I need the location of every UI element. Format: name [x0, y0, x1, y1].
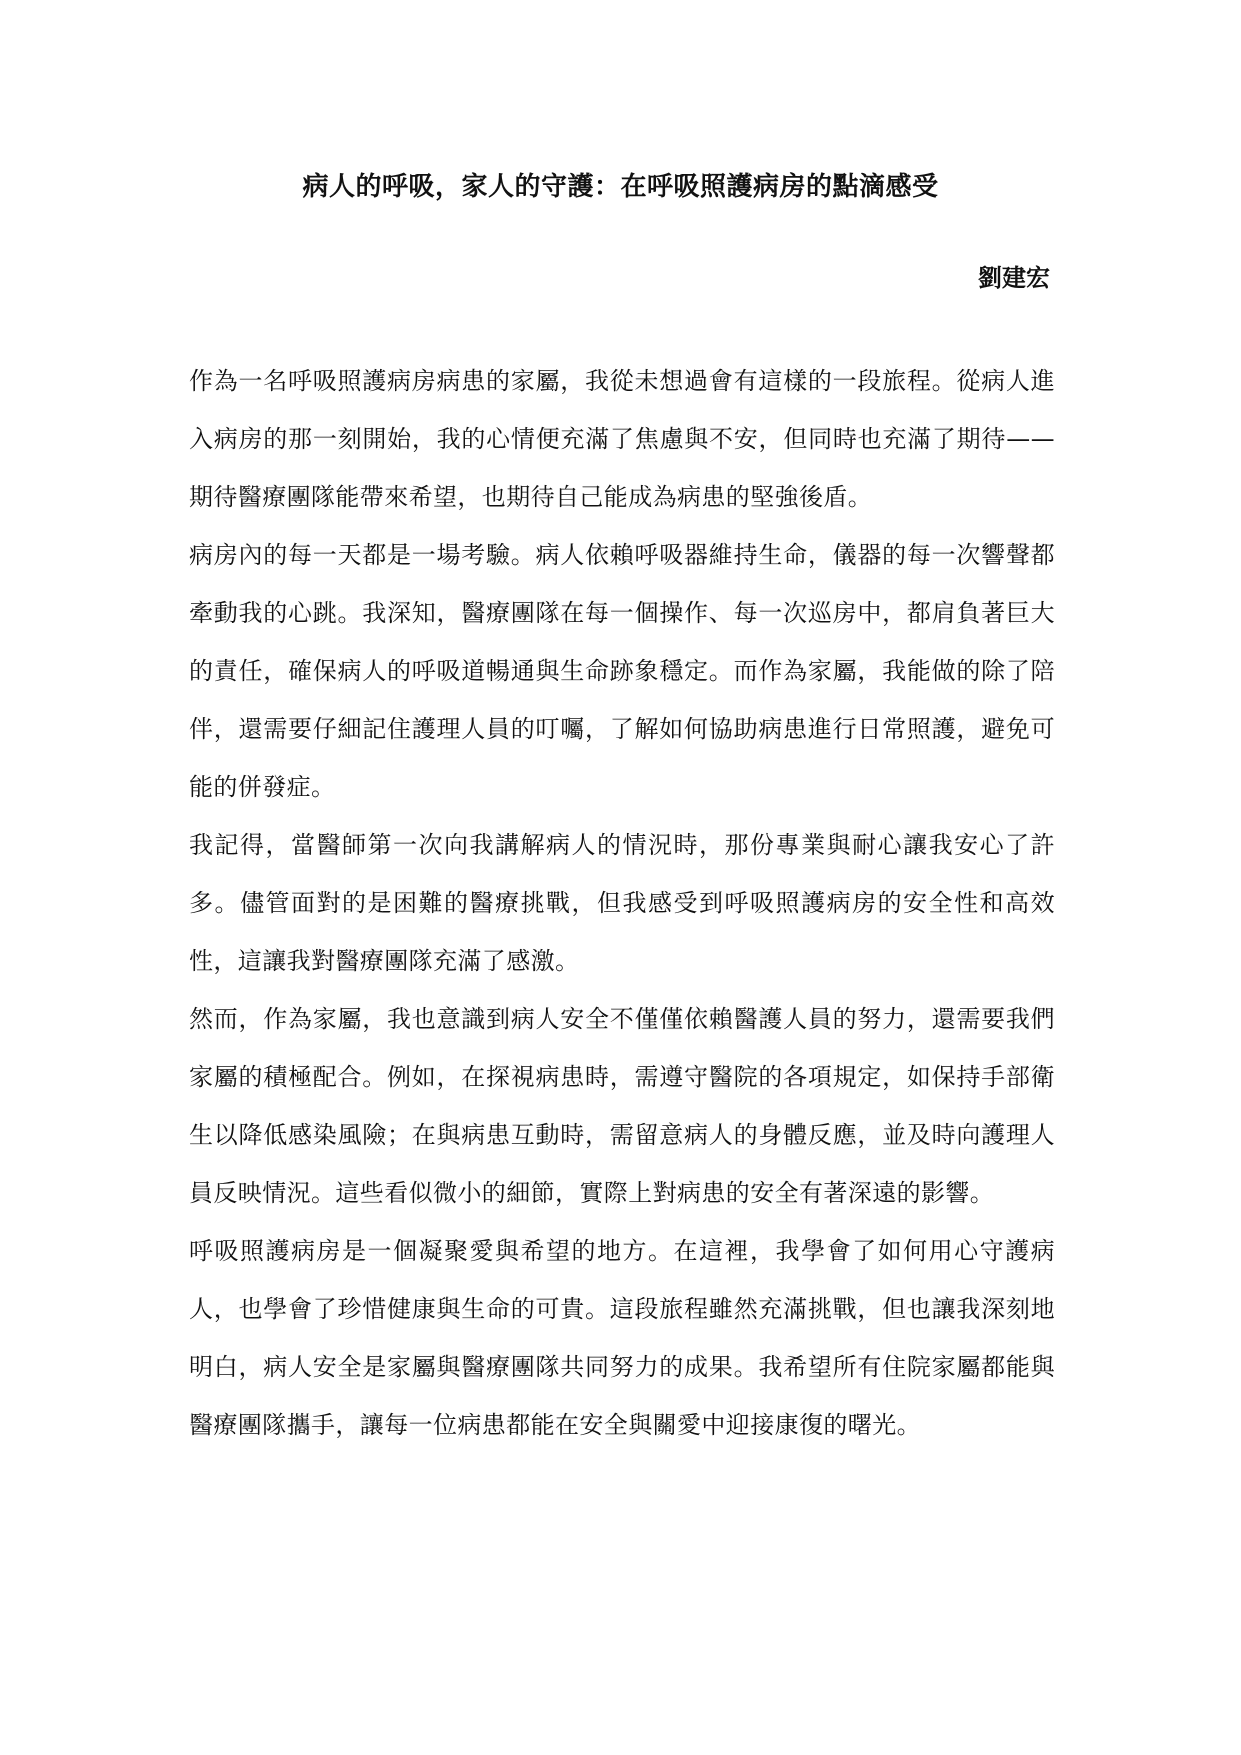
document-title: 病人的呼吸，家人的守護：在呼吸照護病房的點滴感受	[302, 172, 939, 202]
paragraph-1: 作為一名呼吸照護病房病患的家屬，我從未想過會有這樣的一段旅程。從病人進入病房的那一刻開始，我的心情便充滿了焦慮與不安，但同時也充滿了期待——期待醫療團隊能帶來希望，也期待自己能成為病患的堅強後盾。	[189, 367, 1055, 511]
author-name: 劉建宏	[978, 264, 1050, 292]
paragraph-2: 病房內的每一天都是一場考驗。病人依賴呼吸器維持生命，儀器的每一次響聲都牽動我的心跳。我深知，醫療團隊在每一個操作、每一次巡房中，都肩負著巨大的責任，確保病人的呼吸道暢通與生命跡象穩定。而作為家屬，我能做的除了陪伴，還需要仔細記住護理人員的叮囑，了解如何協助病患進行日常照護，避免可能的併發症。	[189, 541, 1055, 801]
paragraph-4: 然而，作為家屬，我也意識到病人安全不僅僅依賴醫護人員的努力，還需要我們家屬的積極配合。例如，在探視病患時，需遵守醫院的各項規定，如保持手部衛生以降低感染風險；在與病患互動時，需留意病人的身體反應，並及時向護理人員反映情況。這些看似微小的細節，實際上對病患的安全有著深遠的影響。	[189, 1005, 1055, 1207]
paragraph-5: 呼吸照護病房是一個凝聚愛與希望的地方。在這裡，我學會了如何用心守護病人，也學會了珍惜健康與生命的可貴。這段旅程雖然充滿挑戰，但也讓我深刻地明白，病人安全是家屬與醫療團隊共同努力的成果。我希望所有住院家屬都能與醫療團隊攜手，讓每一位病患都能在安全與關愛中迎接康復的曙光。	[189, 1237, 1055, 1439]
paragraph-3: 我記得，當醫師第一次向我講解病人的情況時，那份專業與耐心讓我安心了許多。儘管面對的是困難的醫療挑戰，但我感受到呼吸照護病房的安全性和高效性，這讓我對醫療團隊充滿了感激。	[189, 831, 1055, 975]
document-body	[189, 352, 1055, 1454]
